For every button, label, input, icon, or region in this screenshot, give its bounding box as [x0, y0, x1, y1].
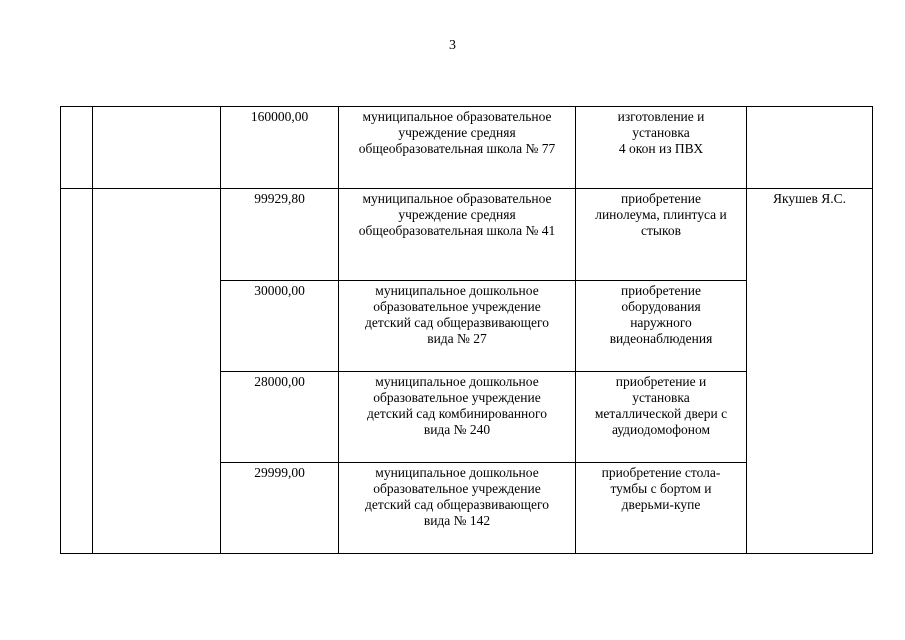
deputy-cell: [93, 107, 221, 189]
cell-text-line: муниципальное дошкольное: [375, 283, 539, 298]
cell-text-line: наружного: [630, 315, 692, 330]
deputy-cell: [93, 189, 221, 554]
row-number-cell: [61, 189, 93, 554]
cell-text-line: приобретение и: [615, 374, 707, 389]
cell-text-line: стыков: [641, 223, 681, 238]
amount-cell: 160000,00: [221, 107, 339, 189]
cell-text-line: аудиодомофоном: [611, 422, 711, 437]
amount-cell: 30000,00: [221, 281, 339, 372]
cell-text-line: детский сад комбинированного: [367, 406, 547, 421]
cell-text-line: образовательное учреждение: [373, 481, 541, 496]
cell-text-line: дверьми-купе: [621, 497, 701, 512]
cell-text-line: детский сад общеразвивающего: [365, 315, 549, 330]
cell-text-line: установка: [632, 390, 690, 405]
page-number: 3: [449, 38, 456, 53]
institution-cell: [339, 281, 576, 372]
cell-text-line: детский сад общеразвивающего: [365, 497, 549, 512]
cell-text-line: муниципальное образовательное: [362, 191, 552, 206]
cell-text-line: общеобразовательная школа № 77: [358, 141, 556, 156]
purpose-cell: [576, 372, 747, 463]
cell-text-line: вида № 240: [423, 422, 491, 437]
cell-text-line: приобретение: [621, 283, 701, 298]
cell-text-line: установка: [632, 125, 690, 140]
cell-text-line: приобретение стола-: [601, 465, 721, 480]
cell-text-line: тумбы с бортом и: [610, 481, 712, 496]
table-row: [61, 107, 873, 189]
institution-cell: [339, 372, 576, 463]
table-row: [61, 189, 873, 281]
funding-table: [60, 106, 873, 554]
institution-cell: [339, 189, 576, 281]
cell-text-line: линолеума, плинтуса и: [595, 207, 727, 222]
responsible-cell: Якушев Я.С.: [747, 189, 873, 554]
purpose-cell: [576, 107, 747, 189]
cell-text-line: изготовление и: [617, 109, 705, 124]
row-number-cell: [61, 107, 93, 189]
amount-cell: 28000,00: [221, 372, 339, 463]
purpose-cell: [576, 189, 747, 281]
cell-text-line: вида № 27: [427, 331, 487, 346]
cell-text-line: общеобразовательная школа № 41: [358, 223, 556, 238]
cell-text-line: муниципальное образовательное: [362, 109, 552, 124]
cell-text-line: образовательное учреждение: [373, 299, 541, 314]
institution-cell: [339, 107, 576, 189]
amount-cell: 99929,80: [221, 189, 339, 281]
cell-text-line: муниципальное дошкольное: [375, 374, 539, 389]
institution-cell: [339, 463, 576, 554]
cell-text-line: образовательное учреждение: [373, 390, 541, 405]
cell-text-line: оборудования: [621, 299, 701, 314]
cell-text-line: учреждение средняя: [398, 125, 516, 140]
cell-text-line: 4 окон из ПВХ: [618, 141, 704, 156]
responsible-cell: [747, 107, 873, 189]
cell-text-line: видеонаблюдения: [609, 331, 713, 346]
cell-text-line: учреждение средняя: [398, 207, 516, 222]
cell-text-line: вида № 142: [423, 513, 491, 528]
cell-text-line: муниципальное дошкольное: [375, 465, 539, 480]
purpose-cell: [576, 281, 747, 372]
amount-cell: 29999,00: [221, 463, 339, 554]
purpose-cell: [576, 463, 747, 554]
cell-text-line: приобретение: [621, 191, 701, 206]
cell-text-line: металлической двери с: [594, 406, 728, 421]
